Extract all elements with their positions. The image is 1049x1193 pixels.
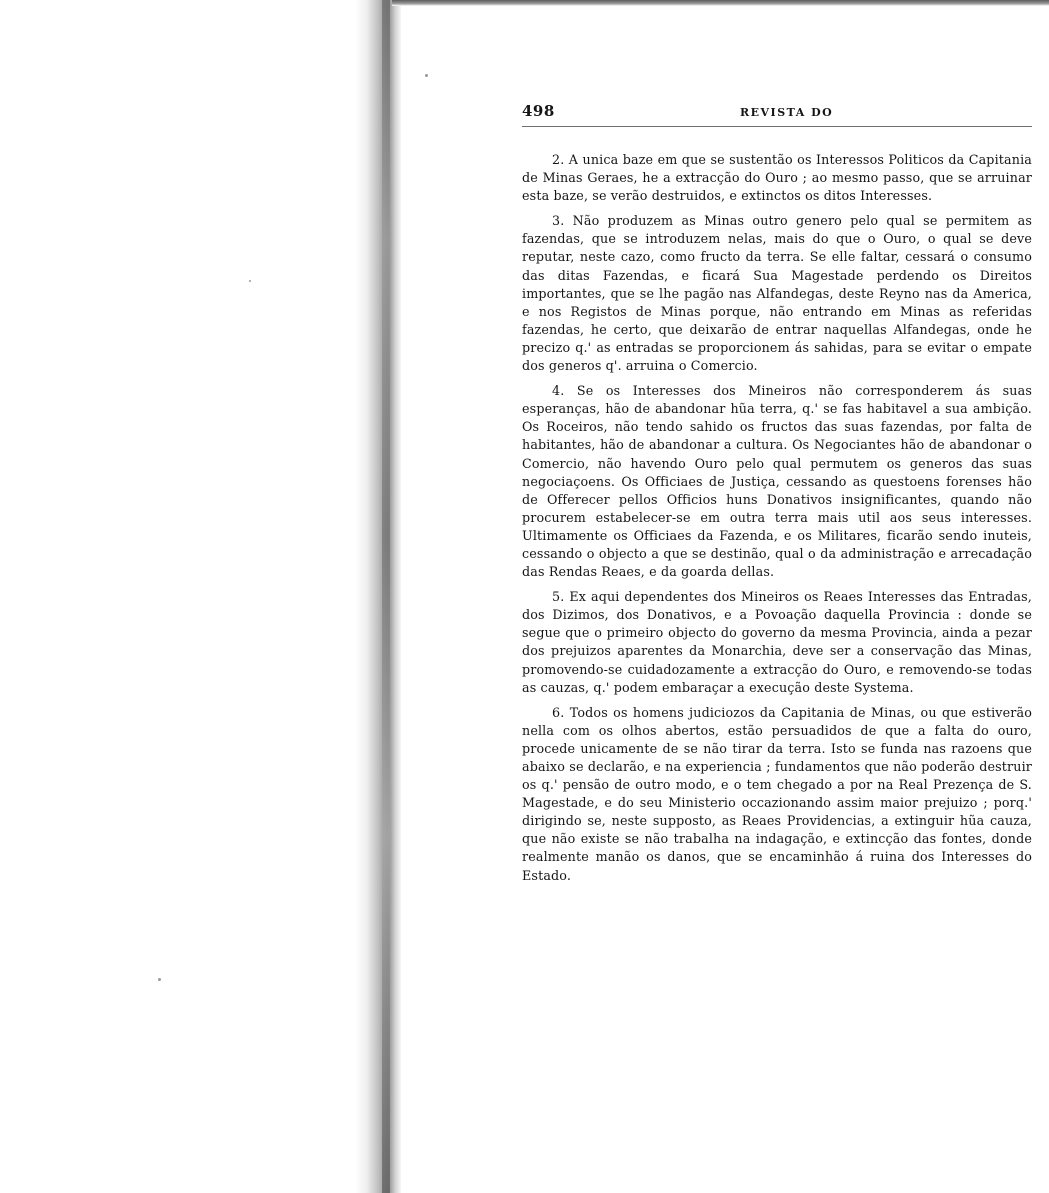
paragraph-3: 3. Não produzem as Minas outro genero pelo qual se permitem as fazendas, que se introduzem nelas, mais do que o Ouro, o qual se deve reputar, neste cazo, como fructo da terra. Se elle faltar, cessará o consumo das ditas Fazendas, e ficará Sua Magestade perdendo os Direitos importantes, que se lhe pagão nas Alfandegas, deste Reyno nas da America, e nos Registos de Minas porque, não entrando em Minas as referidas fazendas, he certo, que deixarão de entrar naquellas Alfandegas, onde he precizo q.' as entradas se proporcionem ás sahidas, para se evitar o empate dos generos q'. arruina o Comercio. [522,213,1032,374]
body-text [522,151,1032,885]
paragraph-2: 2. A unica baze em que se sustentão os Interessos Politicos da Capitania de Minas Geraes, he a extracção do Ouro ; ao mesmo passo, que se arruinar esta baze, se verão destruidos, e extinctos os ditos Interesses. [522,152,1032,204]
page-top-edge [392,0,1049,6]
scan-speck [425,74,428,77]
page-content [522,100,1032,892]
scan-speck [158,978,161,981]
book-binding-shadow [355,0,401,1193]
paragraph-5: 5. Ex aqui dependentes dos Mineiros os Reaes Interesses das Entradas, dos Dizimos, dos Donativos, e a Povoação daquella Provincia : donde se segue que o primeiro objecto do governo da mesma Provincia, ainda a pezar dos prejuizos aparentes da Monarchia, deve ser a conservação das Minas, promovendo-se cuidadozamente a extracção do Ouro, e removendo-se todas as cauzas, q.' podem embaraçar a execução deste Systema. [522,589,1032,695]
paragraph-6: 6. Todos os homens judiciozos da Capitania de Minas, ou que estiverão nella com os olhos abertos, estão persuadidos de que a falta do ouro, procede unicamente de se não tirar da terra. Isto se funda nas razoens que abaixo se declarão, e na experiencia ; fundamentos que não poderão destruir os q.' pensão de outro modo, e o tem chegado a por na Real Prezença de S. Magestade, e do seu Ministerio occazionando assim maior prejuizo ; porq.' dirigindo se, neste supposto, as Reaes Providencias, a extinguir hũa cauza, que não existe se não trabalha na indagação, e extincção das fontes, donde realmente manão os danos, que se encaminhão á ruina dos Interesses do Estado. [522,704,1032,883]
page-number: 498 [522,102,555,120]
running-head: REVISTA DO [740,106,834,119]
scan-speck [249,280,251,282]
page-edge [382,0,390,1193]
paragraph-4: 4. Se os Interesses dos Mineiros não corresponderem ás suas esperanças, hão de abandonar hũa terra, q.' se fas habitavel a sua ambição. Os Roceiros, não tendo sahido os fructos das suas fazendas, por falta de habitantes, hão de abandonar a cultura. Os Negociantes hão de abandonar o Comercio, não havendo Ouro pelo qual permutem os generos das suas negociaçoens. Os Officiaes de Justiça, cessando as questoens forenses hão de Offerecer pellos Officios huns Donativos insignificantes, quando não procurem estabelecer-se em outra terra mais util aos seus interesses. Ultimamente os Officiaes da Fazenda, e os Militares, ficarão sendo inuteis, cessando o objecto a que se destinão, qual o da administração e arrecadação das Rendas Reaes, e da goarda dellas. [522,383,1032,580]
page-header [522,100,1032,127]
